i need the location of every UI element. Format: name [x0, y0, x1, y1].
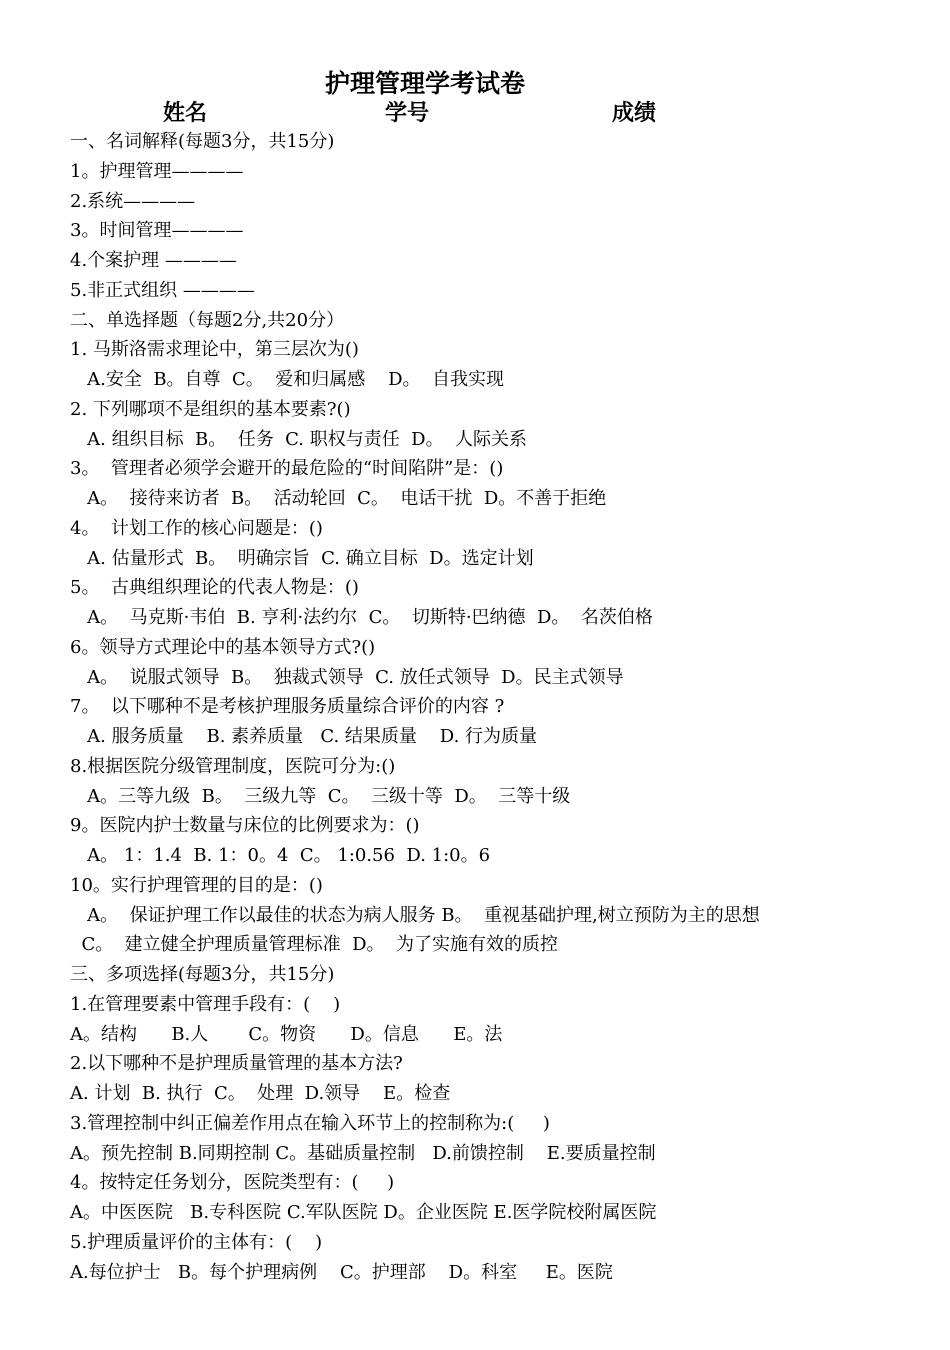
exam-line: 10。实行护理管理的目的是：()	[70, 874, 323, 896]
exam-line: A. 计划 B. 执行 C。 处理 D.领导 E。检查	[70, 1083, 451, 1104]
exam-line: 4.个案护理 ————	[70, 250, 237, 271]
exam-line: A。 1：1.4 B. 1：0。4 C。 1:0.56 D. 1:0。6	[70, 845, 491, 866]
exam-line: 6。领导方式理论中的基本领导方式?()	[70, 636, 376, 658]
exam-line: A。 马克斯·韦伯 B. 亨利·法约尔 C。 切斯特·巴纳德 D。 名茨伯格	[70, 607, 653, 628]
exam-line: A.安全 B。自尊 C。 爱和归属感 D。 自我实现	[70, 369, 504, 390]
exam-line: 2.以下哪种不是护理质量管理的基本方法?	[70, 1053, 403, 1075]
exam-line: 3。 管理者必须学会避开的最危险的“时间陷阱”是：()	[70, 458, 504, 480]
exam-line: 三、多项选择(每题3分，共15分)	[70, 964, 335, 985]
exam-line: A.每位护士 B。每个护理病例 C。护理部 D。科室 E。医院	[70, 1261, 613, 1283]
exam-line: 5.非正式组织 ————	[70, 279, 255, 301]
exam-line: A。中医医院 B.专科医院 C.军队医院 D。企业医院 E.医学院校附属医院	[70, 1202, 657, 1223]
exam-line: 4。 计划工作的核心问题是：()	[70, 517, 323, 539]
exam-line: A. 组织目标 B。 任务 C. 职权与责任 D。 人际关系	[70, 428, 528, 450]
name-label: 姓名	[163, 100, 208, 126]
exam-line: 5.护理质量评价的主体有：( )	[70, 1231, 323, 1253]
score-label: 成绩	[612, 100, 657, 126]
exam-line: A。 说服式领导 B。 独裁式领导 C. 放任式领导 D。民主式领导	[70, 666, 624, 688]
exam-line: 5。 古典组织理论的代表人物是：()	[70, 577, 359, 599]
exam-line: 2.系统————	[70, 190, 196, 212]
student-id-label: 学号	[385, 100, 430, 126]
exam-line: 二、单选择题（每题2分,共20分）	[70, 309, 345, 331]
exam-line: 1. 马斯洛需求理论中，第三层次为()	[70, 339, 359, 361]
exam-line: 4。按特定任务划分，医院类型有：( )	[70, 1172, 395, 1194]
exam-line: A。 接待来访者 B。 活动轮回 C。 电话干扰 D。不善于拒绝	[70, 488, 607, 509]
exam-line: A。 保证护理工作以最佳的状态为病人服务 B。 重视基础护理,树立预防为主的思想	[70, 904, 760, 926]
exam-line: A。预先控制 B.同期控制 C。基础质量控制 D.前馈控制 E.要质量控制	[70, 1142, 656, 1164]
exam-line: 3.管理控制中纠正偏差作用点在输入环节上的控制称为:( )	[70, 1112, 550, 1134]
exam-line: 3。时间管理————	[70, 220, 244, 242]
exam-line: 2. 下列哪项不是组织的基本要素?()	[70, 398, 351, 420]
exam-line: 7。 以下哪种不是考核护理服务质量综合评价的内容 ?	[70, 696, 505, 718]
exam-line: C。 建立健全护理质量管理标准 D。 为了实施有效的质控	[70, 934, 558, 956]
exam-line: 9。医院内护士数量与床位的比例要求为：()	[70, 815, 420, 837]
exam-line: 1。护理管理————	[70, 160, 244, 182]
exam-line: 8.根据医院分级管理制度，医院可分为:()	[70, 755, 396, 777]
exam-line: A. 估量形式 B。 明确宗旨 C. 确立目标 D。选定计划	[70, 547, 534, 569]
exam-line: 一、名词解释(每题3分，共15分)	[70, 131, 335, 152]
exam-line: A。三等九级 B。 三级九等 C。 三级十等 D。 三等十级	[70, 785, 571, 807]
exam-line: 1.在管理要素中管理手段有：( )	[70, 993, 341, 1015]
exam-title: 护理管理学考试卷	[324, 69, 525, 98]
exam-line: A。结构 B.人 C。物资 D。信息 E。法	[70, 1023, 503, 1045]
exam-line: A. 服务质量 B. 素养质量 C. 结果质量 D. 行为质量	[70, 726, 538, 747]
